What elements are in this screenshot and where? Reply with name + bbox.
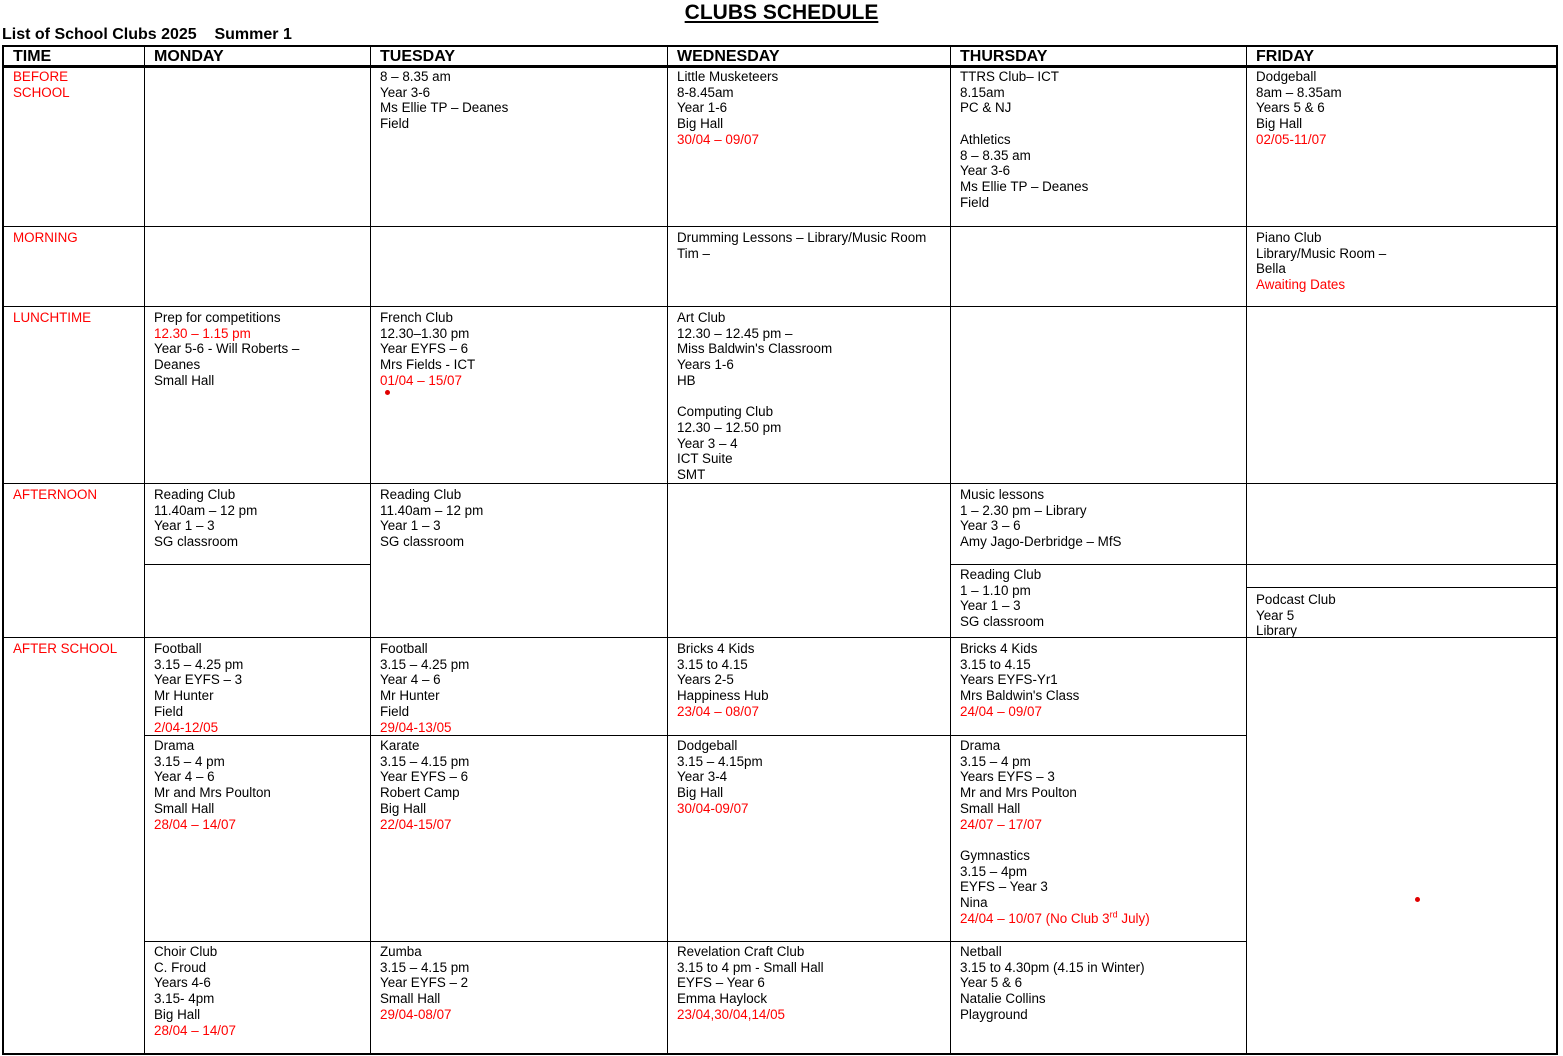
cell-line: Prep for competitions (154, 310, 281, 325)
cell-line: 8-8.45am (677, 84, 734, 100)
cell-line: Field (154, 703, 184, 719)
time-morning: MORNING (13, 230, 78, 245)
club-cell-afterschool-monday-1 (154, 641, 243, 735)
cell-line: 24/04 – 09/07 (960, 703, 1042, 719)
cell-line: Mrs Baldwin's Class (960, 688, 1080, 704)
cell-line: Year 3-4 (677, 769, 728, 785)
cell-line: Mr and Mrs Poulton (154, 785, 271, 801)
club-cell-lunch-tuesday (380, 310, 475, 389)
cell-line: Ms Ellie TP – Deanes (960, 178, 1089, 194)
time-lunchtime: LUNCHTIME (13, 310, 92, 325)
cell-line: Ms Ellie TP – Deanes (380, 100, 509, 116)
cell-line: 24/07 – 17/07 (960, 816, 1042, 832)
cell-line: 8 – 8.35 am (960, 147, 1031, 163)
time-before-school (13, 69, 70, 100)
header-tuesday: TUESDAY (380, 48, 455, 65)
cell-line: 12.30 – 12.45 pm – (677, 325, 793, 341)
cell-line: Bricks 4 Kids (677, 641, 755, 656)
cell-line: 12.30 – 12.50 pm (677, 419, 782, 435)
club-cell-afterschool-wednesday-1 (677, 641, 769, 720)
cell-line: Field (380, 116, 410, 132)
cell-line: Natalie Collins (960, 991, 1046, 1007)
cell-line: 12.30–1.30 pm (380, 325, 470, 341)
cell-line: 29/04-08/07 (380, 1006, 452, 1022)
cell-line: Year 1 – 3 (960, 598, 1021, 614)
cell-line: Reading Club (960, 567, 1042, 582)
cell-line: Drama (960, 738, 1001, 753)
cell-line: Year EYFS – 6 (380, 341, 469, 357)
cell-line: HB (677, 372, 696, 388)
cell-line: Small Hall (380, 991, 441, 1007)
column-divider (950, 47, 951, 1053)
cell-line: 11.40am – 12 pm (380, 502, 484, 518)
cell-line: Year EYFS – 2 (380, 975, 469, 991)
club-cell-before-friday (1256, 69, 1342, 148)
cell-line: Year 3-6 (960, 163, 1011, 179)
cell-line: 3.15 to 4.15 (677, 656, 748, 672)
cell-line: 1 – 2.30 pm – Library (960, 502, 1087, 518)
cell-line: 8.15am (960, 84, 1005, 100)
cell-line: SG classroom (960, 614, 1045, 630)
cell-line: 3.15 to 4.15 (960, 656, 1031, 672)
cell-divider (950, 564, 1556, 565)
club-cell-afterschool-tuesday-1 (380, 641, 469, 735)
cell-line: 3.15 to 4 pm - Small Hall (677, 959, 824, 975)
cell-line: Music lessons (960, 487, 1045, 502)
club-cell-afterschool-thursday-1 (960, 641, 1079, 720)
cell-line: Years 4-6 (154, 975, 211, 991)
cell-line: Mr and Mrs Poulton (960, 785, 1077, 801)
column-divider (144, 47, 145, 1053)
cell-line: Year 5 & 6 (960, 975, 1023, 991)
cell-line: Year 3-6 (380, 84, 431, 100)
cell-line: Deanes (154, 357, 201, 373)
cell-line: Years 1-6 (677, 357, 734, 373)
club-cell-afterschool-thursday-3 (960, 944, 1145, 1023)
header-time: TIME (13, 48, 52, 65)
cell-line: Miss Baldwin's Classroom (677, 341, 833, 357)
cell-line: 30/04-09/07 (677, 800, 749, 816)
cell-line: Big Hall (677, 785, 724, 801)
cell-line: Football (154, 641, 202, 656)
row-divider (4, 306, 1556, 307)
cell-line: Bella (1256, 261, 1286, 277)
cell-line: Gymnastics (960, 847, 1030, 863)
column-divider (667, 47, 668, 1053)
cell-line: Year 3 – 6 (960, 518, 1021, 534)
cell-line: Piano Club (1256, 230, 1322, 245)
cell-line: Robert Camp (380, 785, 460, 801)
cell-line: SG classroom (380, 534, 465, 550)
cell-line: Big Hall (380, 800, 427, 816)
cell-line: Zumba (380, 944, 422, 959)
cell-line: 23/04 – 08/07 (677, 703, 759, 719)
cell-divider (1246, 587, 1556, 588)
cell-divider (145, 564, 370, 565)
cell-line: Reading Club (380, 487, 462, 502)
cell-line: Netball (960, 944, 1002, 959)
cell-line: 11.40am – 12 pm (154, 502, 258, 518)
page-subtitle: List of School Clubs 2025 Summer 1 (2, 26, 292, 43)
cell-line: Small Hall (960, 800, 1021, 816)
header-friday: FRIDAY (1256, 48, 1315, 65)
cell-line: Dodgeball (677, 738, 738, 753)
cell-line: 8 – 8.35 am (380, 69, 451, 84)
cell-line: Year 5-6 - Will Roberts – (154, 341, 300, 357)
cell-line: 1 – 1.10 pm (960, 582, 1031, 598)
cell-line: Karate (380, 738, 420, 753)
cell-line: 28/04 – 14/07 (154, 816, 236, 832)
cell-line: 22/04-15/07 (380, 816, 452, 832)
cell-line: Year 5 (1256, 607, 1295, 623)
cell-line: TTRS Club– ICT (960, 69, 1059, 84)
cell-line: 3.15 – 4 pm (154, 753, 225, 769)
cell-line: Drama (154, 738, 195, 753)
cell-line: 29/04-13/05 (380, 719, 452, 735)
club-cell-afterschool-thursday-2-lines (960, 738, 1150, 911)
cell-line: Nina (960, 895, 988, 911)
cell-line: Football (380, 641, 428, 656)
cell-line: Year 1 – 3 (154, 518, 215, 534)
cell-line: Big Hall (154, 1006, 201, 1022)
clubs-schedule-table (2, 45, 1558, 1055)
cell-line: Field (380, 703, 410, 719)
club-cell-morning-wednesday (677, 230, 926, 261)
header-wednesday: WEDNESDAY (677, 48, 780, 65)
column-divider (370, 47, 371, 1053)
cell-line: Years EYFS-Yr1 (960, 672, 1058, 688)
club-cell-afterschool-monday-3 (154, 944, 236, 1038)
cell-line: Reading Club (154, 487, 236, 502)
cell-line: Art Club (677, 310, 726, 325)
club-cell-afternoon-thursday-2 (960, 567, 1044, 630)
red-dot-mark (1415, 897, 1420, 902)
cell-line (677, 389, 832, 405)
cell-line: EYFS – Year 6 (677, 975, 765, 991)
row-divider (4, 226, 1556, 227)
cell-line: 3.15 – 4.15 pm (380, 959, 470, 975)
cell-line: 01/04 – 15/07 (380, 372, 462, 388)
cell-line: 8am – 8.35am (1256, 84, 1342, 100)
cell-line: 28/04 – 14/07 (154, 1022, 236, 1038)
club-cell-before-tuesday (380, 69, 508, 132)
cell-line: Amy Jago-Derbridge – MfS (960, 534, 1122, 550)
cell-line: 3.15- 4pm (154, 991, 215, 1007)
cell-line (960, 832, 1150, 848)
club-cell-morning-friday (1256, 230, 1386, 293)
cell-line: 3.15 – 4.25 pm (154, 656, 244, 672)
cell-line: 02/05-11/07 (1256, 131, 1327, 147)
club-cell-before-wednesday (677, 69, 778, 148)
cell-line: Years EYFS – 3 (960, 769, 1055, 785)
cell-line: Revelation Craft Club (677, 944, 805, 959)
club-cell-afternoon-thursday-1 (960, 487, 1122, 550)
column-divider (1246, 47, 1247, 1053)
cell-line: Choir Club (154, 944, 218, 959)
cell-line: Year 1 – 3 (380, 518, 441, 534)
time-after-school: AFTER SCHOOL (13, 641, 118, 656)
cell-line: Dodgeball (1256, 69, 1317, 84)
cell-line: 3.15 – 4.25 pm (380, 656, 470, 672)
club-cell-lunch-monday (154, 310, 299, 389)
club-cell-lunch-wednesday (677, 310, 832, 483)
header-monday: MONDAY (154, 48, 224, 65)
cell-line: SG classroom (154, 534, 239, 550)
cell-line: 3.15 – 4 pm (960, 753, 1031, 769)
cell-line: PC & NJ (960, 100, 1012, 116)
cell-line: Computing Club (677, 404, 774, 420)
cell-line: Library (1256, 623, 1297, 639)
cell-line: Big Hall (677, 116, 724, 132)
club-cell-afternoon-friday (1256, 592, 1336, 639)
cell-divider (145, 941, 1246, 942)
club-cell-afternoon-tuesday (380, 487, 483, 550)
row-divider (4, 483, 1556, 484)
cell-line: Year 4 – 6 (154, 769, 215, 785)
cell-line: 23/04,30/04,14/05 (677, 1006, 785, 1022)
cell-line: EYFS – Year 3 (960, 879, 1048, 895)
cell-line: Small Hall (154, 372, 215, 388)
time-before-school-line: SCHOOL (13, 84, 70, 100)
page-title: CLUBS SCHEDULE (684, 1, 879, 24)
cell-line: ICT Suite (677, 451, 733, 467)
cell-line: Year EYFS – 6 (380, 769, 469, 785)
cell-line (960, 116, 1088, 132)
cell-line: Year 1-6 (677, 100, 728, 116)
cell-line: 3.15 – 4.15pm (677, 753, 763, 769)
club-cell-afterschool-thursday-2 (960, 738, 1150, 926)
cell-line: Tim – (677, 245, 710, 261)
cell-line: Emma Haylock (677, 991, 768, 1007)
club-cell-afterschool-monday-2 (154, 738, 271, 832)
header-divider (4, 65, 1556, 68)
cell-line: Year EYFS – 3 (154, 672, 243, 688)
red-dot-mark (385, 390, 390, 395)
cell-line: Mrs Fields - ICT (380, 357, 476, 373)
cell-line: French Club (380, 310, 453, 325)
cell-line: 12.30 – 1.15 pm (154, 325, 251, 341)
cell-line: 30/04 – 09/07 (677, 131, 759, 147)
cell-line: Small Hall (154, 800, 215, 816)
time-afternoon: AFTERNOON (13, 487, 98, 502)
club-cell-afternoon-monday (154, 487, 257, 550)
cell-line: 3.15 – 4.15 pm (380, 753, 470, 769)
gymnastics-dates: 24/04 – 10/07 (No Club 3rd July) (960, 909, 1150, 926)
cell-line: Bricks 4 Kids (960, 641, 1038, 656)
cell-line: Athletics (960, 131, 1011, 147)
time-before-school-line: BEFORE (13, 69, 69, 84)
cell-line: Happiness Hub (677, 688, 769, 704)
cell-line: 2/04-12/05 (154, 719, 219, 735)
club-cell-afterschool-tuesday-3 (380, 944, 469, 1023)
cell-line: 3.15 to 4.30pm (4.15 in Winter) (960, 959, 1145, 975)
cell-line: Library/Music Room – (1256, 245, 1387, 261)
cell-line: SMT (677, 467, 706, 483)
cell-line: Podcast Club (1256, 592, 1336, 607)
header-thursday: THURSDAY (960, 48, 1048, 65)
cell-line: Year 4 – 6 (380, 672, 441, 688)
cell-line: Field (960, 194, 990, 210)
cell-line: Year 3 – 4 (677, 435, 738, 451)
cell-line: Little Musketeers (677, 69, 779, 84)
cell-line: Years 2-5 (677, 672, 734, 688)
club-cell-afterschool-wednesday-3 (677, 944, 824, 1023)
cell-divider (145, 735, 1246, 736)
cell-line: Awaiting Dates (1256, 277, 1346, 293)
cell-line: C. Froud (154, 959, 207, 975)
cell-line: Big Hall (1256, 116, 1303, 132)
cell-line: Years 5 & 6 (1256, 100, 1325, 116)
cell-line: 3.15 – 4pm (960, 863, 1027, 879)
cell-line: Playground (960, 1006, 1028, 1022)
cell-line: Mr Hunter (154, 688, 214, 704)
cell-line: Mr Hunter (380, 688, 440, 704)
club-cell-before-thursday (960, 69, 1088, 210)
cell-line: Drumming Lessons – Library/Music Room (677, 230, 927, 245)
club-cell-afterschool-tuesday-2 (380, 738, 469, 832)
club-cell-afterschool-wednesday-2 (677, 738, 763, 817)
